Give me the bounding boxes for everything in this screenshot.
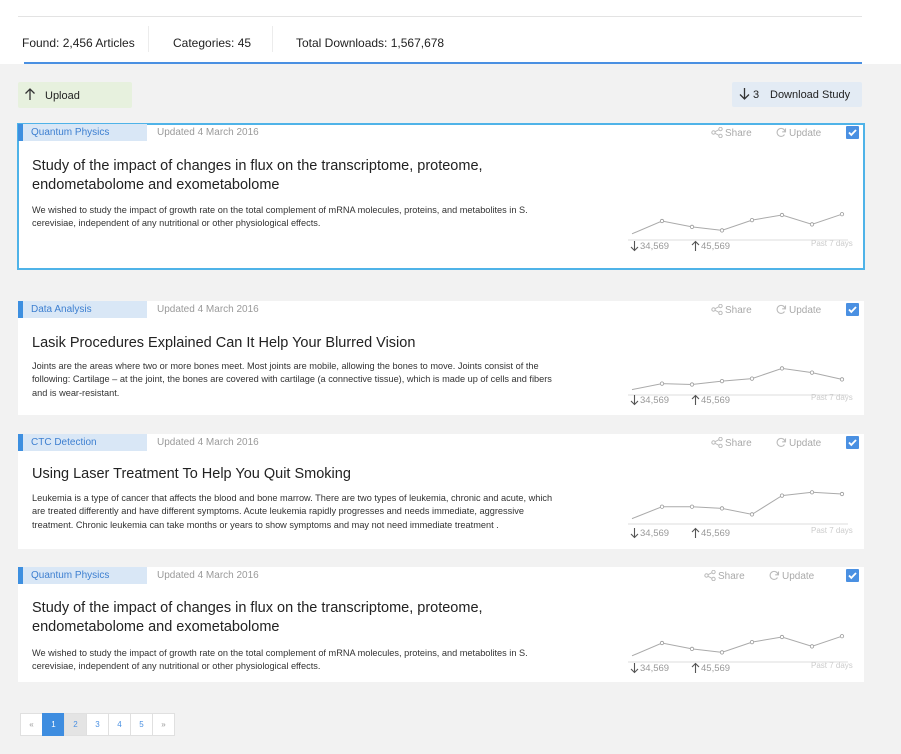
select-checkbox[interactable]: [846, 303, 859, 316]
downloads-count: 34,569: [630, 394, 669, 406]
sparkline-point: [690, 505, 693, 508]
description-line: We wished to study the impact of growth rate on the total complement of mRNA molecules, proteins, and metabolites in S.: [32, 205, 528, 215]
arrow-up-icon: [691, 527, 700, 539]
download-count: 3: [753, 89, 760, 101]
updated-date: Updated 4 March 2016: [157, 304, 259, 315]
category-tag[interactable]: CTC Detection: [18, 434, 147, 451]
accent-underline: [24, 62, 862, 64]
upload-label: Upload: [45, 90, 80, 102]
refresh-icon: [775, 438, 789, 449]
article-title[interactable]: [32, 334, 415, 353]
description-line: following: Cartilage – at the joint, the bones are covered with cartilage (a connective tissue), which is made up of cells and fibers: [32, 374, 552, 385]
uploads-count: 45,569: [691, 240, 730, 252]
description-line: cerevisiae, independent of any nutritional or other physiological effects.: [32, 218, 321, 229]
period-label: Past 7 days: [811, 661, 853, 670]
sparkline-point: [750, 377, 753, 380]
found-articles-stat: Found: 2,456 Articles: [22, 36, 135, 50]
sparkline-point: [810, 491, 813, 494]
arrow-down-icon: [739, 87, 750, 104]
upload-button[interactable]: [18, 82, 132, 108]
arrow-up-icon: [691, 662, 700, 674]
sparkline-point: [750, 640, 753, 643]
share-icon: [711, 305, 725, 316]
next-page-button[interactable]: »: [152, 713, 175, 736]
refresh-icon: [775, 128, 789, 139]
page-button-2[interactable]: 2: [64, 713, 87, 736]
select-checkbox[interactable]: [846, 569, 859, 582]
uploads-count: 45,569: [691, 394, 730, 406]
share-button[interactable]: [711, 127, 752, 139]
stat-divider: [148, 26, 149, 52]
arrow-up-icon: [691, 394, 700, 406]
sparkline-point: [720, 379, 723, 382]
share-icon: [711, 438, 725, 449]
sparkline-point: [660, 219, 663, 222]
page-button-3[interactable]: 3: [86, 713, 109, 736]
article-description: [32, 204, 597, 231]
sparkline-point: [720, 229, 723, 232]
article-title-line: Using Laser Treatment To Help You Quit Smoking: [32, 466, 351, 482]
trend-sparkline: [628, 484, 848, 526]
updated-date: Updated 4 March 2016: [157, 127, 259, 138]
stats-bar: [0, 0, 901, 64]
share-label: Share: [725, 128, 752, 139]
sparkline-point: [810, 371, 813, 374]
update-label: Update: [789, 438, 822, 449]
downloads-count: 34,569: [630, 240, 669, 252]
share-button[interactable]: [704, 570, 745, 582]
sparkline-point: [840, 492, 843, 495]
article-title-line: Study of the impact of changes in flux on the transcriptome, proteome,: [32, 158, 483, 174]
period-label: Past 7 days: [811, 393, 853, 402]
downloads-count: 34,569: [630, 527, 669, 539]
article-description: [32, 647, 597, 674]
share-icon: [711, 128, 725, 139]
select-checkbox[interactable]: [846, 126, 859, 139]
sparkline-point: [810, 223, 813, 226]
page-button-4[interactable]: 4: [108, 713, 131, 736]
description-line: Joints are the areas where two or more bones meet. Most joints are mobile, allowing the bones to move. Joints consist of the: [32, 361, 539, 371]
sparkline-point: [780, 213, 783, 216]
uploads-count: 45,569: [691, 662, 730, 674]
refresh-icon: [775, 305, 789, 316]
pagination: [20, 713, 174, 736]
article-title[interactable]: [32, 157, 483, 195]
trend-sparkline: [628, 622, 848, 664]
article-title-line: endometabolome and exometabolome: [32, 619, 280, 635]
sparkline-point: [840, 378, 843, 381]
description-line: We wished to study the impact of growth rate on the total complement of mRNA molecules, proteins, and metabolites in S.: [32, 648, 528, 658]
description-line: and is wear-resistant.: [32, 387, 120, 398]
period-label: Past 7 days: [811, 526, 853, 535]
share-icon: [704, 571, 718, 582]
checkmark-icon: [847, 304, 858, 315]
article-card[interactable]: [18, 567, 864, 682]
sparkline-point: [750, 513, 753, 516]
categories-stat: Categories: 45: [173, 36, 252, 50]
trend-sparkline: [628, 355, 848, 397]
stat-divider: [272, 26, 273, 52]
share-button[interactable]: [711, 437, 752, 449]
top-divider: [18, 16, 862, 17]
arrow-up-icon: [24, 87, 36, 104]
sparkline-point: [690, 647, 693, 650]
category-tag[interactable]: Quantum Physics: [18, 124, 147, 141]
arrow-down-icon: [630, 240, 639, 252]
sparkline-point: [780, 494, 783, 497]
description-line: Leukemia is a type of cancer that affects the blood and bone marrow. There are two types of leukemia, chronic and acute, which: [32, 493, 553, 503]
share-label: Share: [725, 305, 752, 316]
sparkline-point: [780, 367, 783, 370]
prev-page-button[interactable]: «: [20, 713, 43, 736]
trend-sparkline: [628, 200, 848, 242]
updated-date: Updated 4 March 2016: [157, 437, 259, 448]
arrow-down-icon: [630, 662, 639, 674]
sparkline-point: [660, 505, 663, 508]
article-description: [32, 360, 597, 400]
page-button-5[interactable]: 5: [130, 713, 153, 736]
description-line: are treated differently and have different symptoms. Acute leukemia rapidly progresses and needs immediate, aggressive: [32, 506, 524, 517]
arrow-down-icon: [630, 527, 639, 539]
update-button[interactable]: [768, 570, 814, 582]
category-tag[interactable]: Data Analysis: [18, 301, 147, 318]
select-checkbox[interactable]: [846, 436, 859, 449]
update-button[interactable]: [775, 127, 821, 139]
sparkline-point: [780, 635, 783, 638]
sparkline-point: [750, 218, 753, 221]
article-title-line: Study of the impact of changes in flux on the transcriptome, proteome,: [32, 600, 483, 616]
download-study-label: Download Study: [770, 89, 851, 101]
update-button[interactable]: [775, 304, 821, 316]
arrow-down-icon: [630, 394, 639, 406]
refresh-icon: [768, 571, 782, 582]
checkmark-icon: [847, 127, 858, 138]
share-label: Share: [718, 571, 745, 582]
update-button[interactable]: [775, 437, 821, 449]
sparkline-point: [690, 383, 693, 386]
sparkline-point: [660, 641, 663, 644]
share-button[interactable]: [711, 304, 752, 316]
update-label: Update: [789, 305, 822, 316]
sparkline-point: [840, 213, 843, 216]
downloads-count: 34,569: [630, 662, 669, 674]
page-button-1[interactable]: 1: [42, 713, 65, 736]
arrow-up-icon: [691, 240, 700, 252]
update-label: Update: [789, 128, 822, 139]
uploads-count: 45,569: [691, 527, 730, 539]
category-tag[interactable]: Quantum Physics: [18, 567, 147, 584]
article-card[interactable]: [18, 124, 864, 269]
sparkline-point: [720, 651, 723, 654]
article-title[interactable]: [32, 599, 483, 637]
share-label: Share: [725, 438, 752, 449]
sparkline-point: [810, 645, 813, 648]
article-title-line: Lasik Procedures Explained Can It Help Your Blurred Vision: [32, 335, 416, 351]
article-card[interactable]: [18, 301, 864, 415]
description-line: treatment. Chronic leukemia can take months or years to show symptoms and may not need immediate treatment .: [32, 519, 499, 530]
download-study-button[interactable]: [732, 82, 862, 107]
total-downloads-stat: Total Downloads: 1,567,678: [296, 36, 445, 50]
article-description: [32, 492, 597, 532]
article-card[interactable]: [18, 434, 864, 549]
checkmark-icon: [847, 437, 858, 448]
update-label: Update: [782, 571, 815, 582]
sparkline-point: [690, 225, 693, 228]
updated-date: Updated 4 March 2016: [157, 570, 259, 581]
period-label: Past 7 days: [811, 239, 853, 248]
article-title-line: endometabolome and exometabolome: [32, 177, 280, 193]
description-line: cerevisiae, independent of any nutritional or other physiological effects.: [32, 661, 321, 672]
sparkline-point: [720, 507, 723, 510]
sparkline-point: [660, 382, 663, 385]
checkmark-icon: [847, 570, 858, 581]
sparkline-point: [840, 635, 843, 638]
article-title[interactable]: [32, 465, 351, 484]
